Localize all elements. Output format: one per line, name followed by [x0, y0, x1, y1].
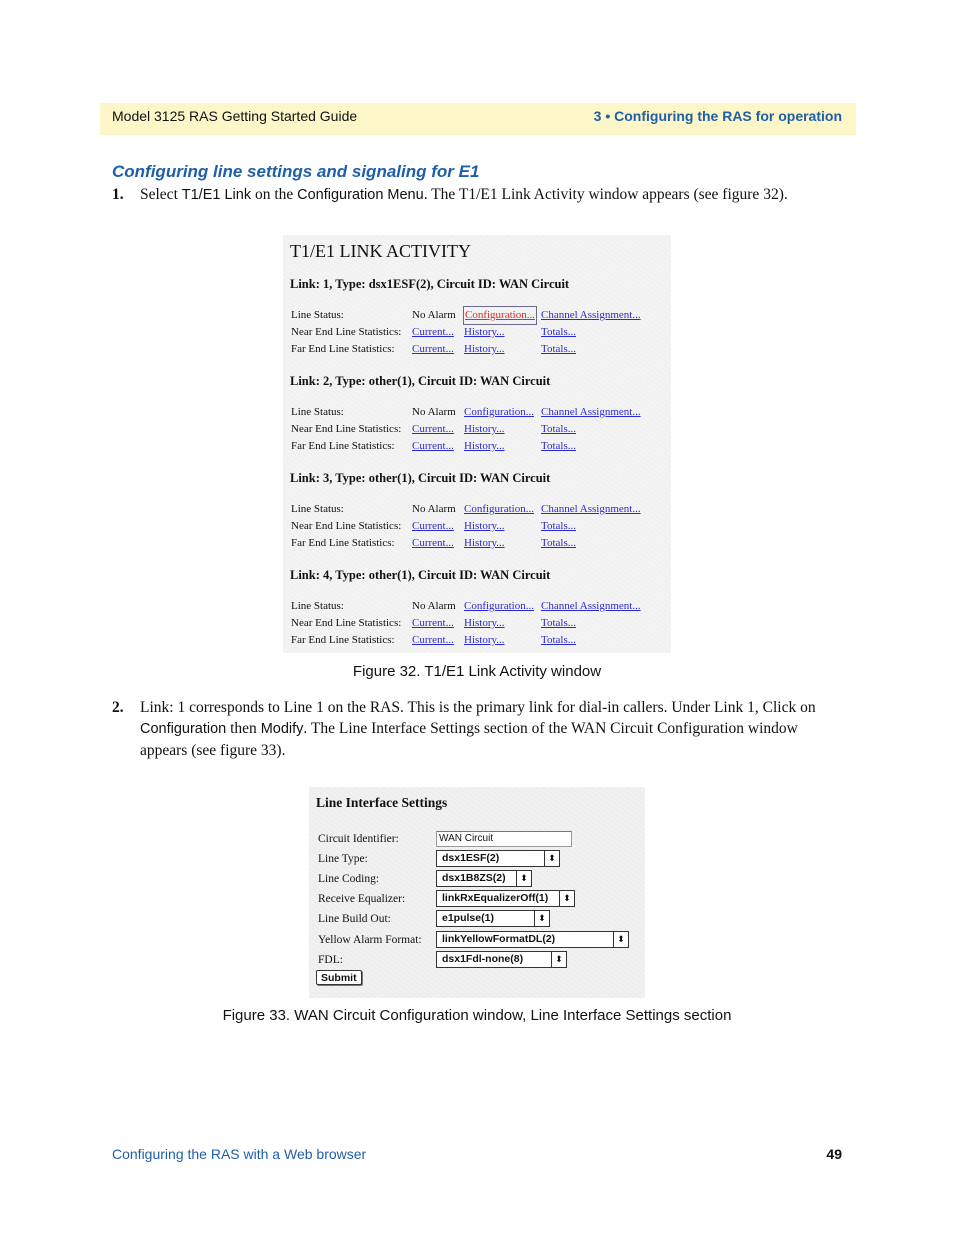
near-end-row: Near End Line Statistics: Current... History... Totals... — [289, 518, 669, 535]
alarm-status: No Alarm — [412, 406, 456, 418]
totals-link[interactable]: Totals... — [541, 617, 576, 629]
link-block-3 — [289, 470, 669, 552]
step-number: 2. — [112, 699, 124, 716]
running-header — [100, 103, 856, 135]
totals-link[interactable]: Totals... — [541, 440, 576, 452]
near-end-row: Near End Line Statistics: Current... History... Totals... — [289, 421, 669, 438]
chevron-updown-icon: ⬍ — [534, 911, 549, 926]
current-link[interactable]: Current... — [412, 634, 454, 646]
line-status-row: Line Status: No Alarm Configuration... Channel Assignment... — [289, 307, 669, 324]
line-coding-row: Line Coding: dsx1B8ZS(2) ⬍ — [318, 869, 644, 889]
totals-link[interactable]: Totals... — [541, 634, 576, 646]
totals-link[interactable]: Totals... — [541, 326, 576, 338]
footer-chapter-title: Configuring the RAS with a Web browser — [112, 1146, 367, 1162]
step-2 — [112, 697, 842, 761]
far-end-row: Far End Line Statistics: Current... History... Totals... — [289, 632, 669, 649]
channel-assignment-link[interactable]: Channel Assignment... — [541, 503, 641, 515]
yellow-alarm-format-select[interactable]: linkYellowFormatDL(2) ⬍ — [436, 931, 629, 948]
history-link[interactable]: History... — [464, 326, 505, 338]
line-coding-select[interactable]: dsx1B8ZS(2) ⬍ — [436, 870, 532, 887]
link-heading: Link: 3, Type: other(1), Circuit ID: WAN Circuit — [290, 471, 551, 485]
line-type-row: Line Type: dsx1ESF(2) ⬍ — [318, 849, 644, 869]
line-status-row: Line Status: No Alarm Configuration... Channel Assignment... — [289, 598, 669, 615]
ui-term: Modify — [260, 721, 304, 737]
configuration-link[interactable]: Configuration... — [464, 406, 534, 418]
line-build-out-select[interactable]: e1pulse(1) ⬍ — [436, 910, 550, 927]
receive-equalizer-row: Receive Equalizer: linkRxEqualizerOff(1) ⬍ — [318, 889, 644, 909]
history-link[interactable]: History... — [464, 520, 505, 532]
header-guide-title: Model 3125 RAS Getting Started Guide — [112, 108, 358, 124]
circuit-identifier-input[interactable]: WAN Circuit — [436, 831, 572, 847]
configuration-link[interactable]: Configuration... — [464, 307, 536, 324]
figure-32-caption: Figure 32. T1/E1 Link Activity window — [352, 663, 602, 680]
alarm-status: No Alarm — [412, 503, 456, 515]
far-end-row: Far End Line Statistics: Current... History... Totals... — [289, 341, 669, 358]
step-text: Select T1/E1 Link on the Configuration Menu. The T1/E1 Link Activity window appears (see figure 32). — [140, 186, 788, 203]
far-end-row: Far End Line Statistics: Current... History... Totals... — [289, 535, 669, 552]
configuration-link[interactable]: Configuration... — [464, 600, 534, 612]
link-block-4 — [289, 567, 669, 649]
yellow-alarm-format-row: Yellow Alarm Format: linkYellowFormatDL(2) ⬍ — [318, 930, 644, 950]
chevron-updown-icon: ⬍ — [613, 932, 628, 947]
history-link[interactable]: History... — [464, 634, 505, 646]
current-link[interactable]: Current... — [412, 326, 454, 338]
chevron-updown-icon: ⬍ — [516, 871, 531, 886]
line-status-row: Line Status: No Alarm Configuration... Channel Assignment... — [289, 404, 669, 421]
figure-33-line-interface-settings — [309, 787, 645, 998]
current-link[interactable]: Current... — [412, 423, 454, 435]
totals-link[interactable]: Totals... — [541, 343, 576, 355]
history-link[interactable]: History... — [464, 617, 505, 629]
chevron-updown-icon: ⬍ — [551, 952, 566, 967]
totals-link[interactable]: Totals... — [541, 423, 576, 435]
alarm-status: No Alarm — [412, 600, 456, 612]
receive-equalizer-select[interactable]: linkRxEqualizerOff(1) ⬍ — [436, 890, 575, 907]
current-link[interactable]: Current... — [412, 440, 454, 452]
fdl-select[interactable]: dsx1Fdl-none(8) ⬍ — [436, 951, 567, 968]
history-link[interactable]: History... — [464, 423, 505, 435]
current-link[interactable]: Current... — [412, 520, 454, 532]
current-link[interactable]: Current... — [412, 537, 454, 549]
history-link[interactable]: History... — [464, 440, 505, 452]
circuit-identifier-row: Circuit Identifier: WAN Circuit — [318, 829, 644, 849]
step-1 — [112, 184, 852, 206]
section-title: Configuring line settings and signaling for E1 — [112, 162, 480, 181]
alarm-status: No Alarm — [412, 309, 456, 321]
near-end-row: Near End Line Statistics: Current... History... Totals... — [289, 615, 669, 632]
channel-assignment-link[interactable]: Channel Assignment... — [541, 600, 641, 612]
ui-term: Configuration Menu — [297, 187, 424, 203]
line-build-out-row: Line Build Out: e1pulse(1) ⬍ — [318, 909, 644, 929]
totals-link[interactable]: Totals... — [541, 537, 576, 549]
history-link[interactable]: History... — [464, 537, 505, 549]
ui-term: Configuration — [140, 721, 227, 737]
figure-32-link-activity-window — [283, 235, 671, 653]
chevron-updown-icon: ⬍ — [559, 891, 574, 906]
link-block-2 — [289, 373, 669, 455]
link-heading: Link: 4, Type: other(1), Circuit ID: WAN Circuit — [290, 568, 551, 582]
figure-window-title: T1/E1 LINK ACTIVITY — [290, 241, 471, 261]
form-section-title: Line Interface Settings — [316, 795, 448, 810]
current-link[interactable]: Current... — [412, 617, 454, 629]
fdl-row: FDL: dsx1Fdl-none(8) ⬍ — [318, 950, 644, 970]
current-link[interactable]: Current... — [412, 343, 454, 355]
near-end-row: Near End Line Statistics: Current... History... Totals... — [289, 324, 669, 341]
link-heading: Link: 1, Type: dsx1ESF(2), Circuit ID: WAN Circuit — [290, 277, 570, 291]
channel-assignment-link[interactable]: Channel Assignment... — [541, 406, 641, 418]
chevron-updown-icon: ⬍ — [544, 851, 559, 866]
channel-assignment-link[interactable]: Channel Assignment... — [541, 309, 641, 321]
far-end-row: Far End Line Statistics: Current... History... Totals... — [289, 438, 669, 455]
line-type-select[interactable]: dsx1ESF(2) ⬍ — [436, 850, 560, 867]
figure-33-caption: Figure 33. WAN Circuit Configuration window, Line Interface Settings section — [222, 1007, 732, 1024]
totals-link[interactable]: Totals... — [541, 520, 576, 532]
configuration-link[interactable]: Configuration... — [464, 503, 534, 515]
header-chapter-title: 3 • Configuring the RAS for operation — [593, 108, 842, 124]
submit-button[interactable]: Submit — [316, 970, 362, 985]
history-link[interactable]: History... — [464, 343, 505, 355]
step-number: 1. — [112, 186, 124, 203]
line-status-row: Line Status: No Alarm Configuration... Channel Assignment... — [289, 501, 669, 518]
page-number: 49 — [826, 1146, 842, 1162]
link-heading: Link: 2, Type: other(1), Circuit ID: WAN Circuit — [290, 374, 551, 388]
ui-term: T1/E1 Link — [181, 187, 252, 203]
step-text: Link: 1 corresponds to Line 1 on the RAS. This is the primary link for dial-in callers. Under Link 1, Click on Configuration then Modify. The Line Interface Settings section of the WAN Circuit Configuration window appears (see figure 33). — [140, 699, 816, 759]
link-block-1 — [289, 276, 669, 358]
